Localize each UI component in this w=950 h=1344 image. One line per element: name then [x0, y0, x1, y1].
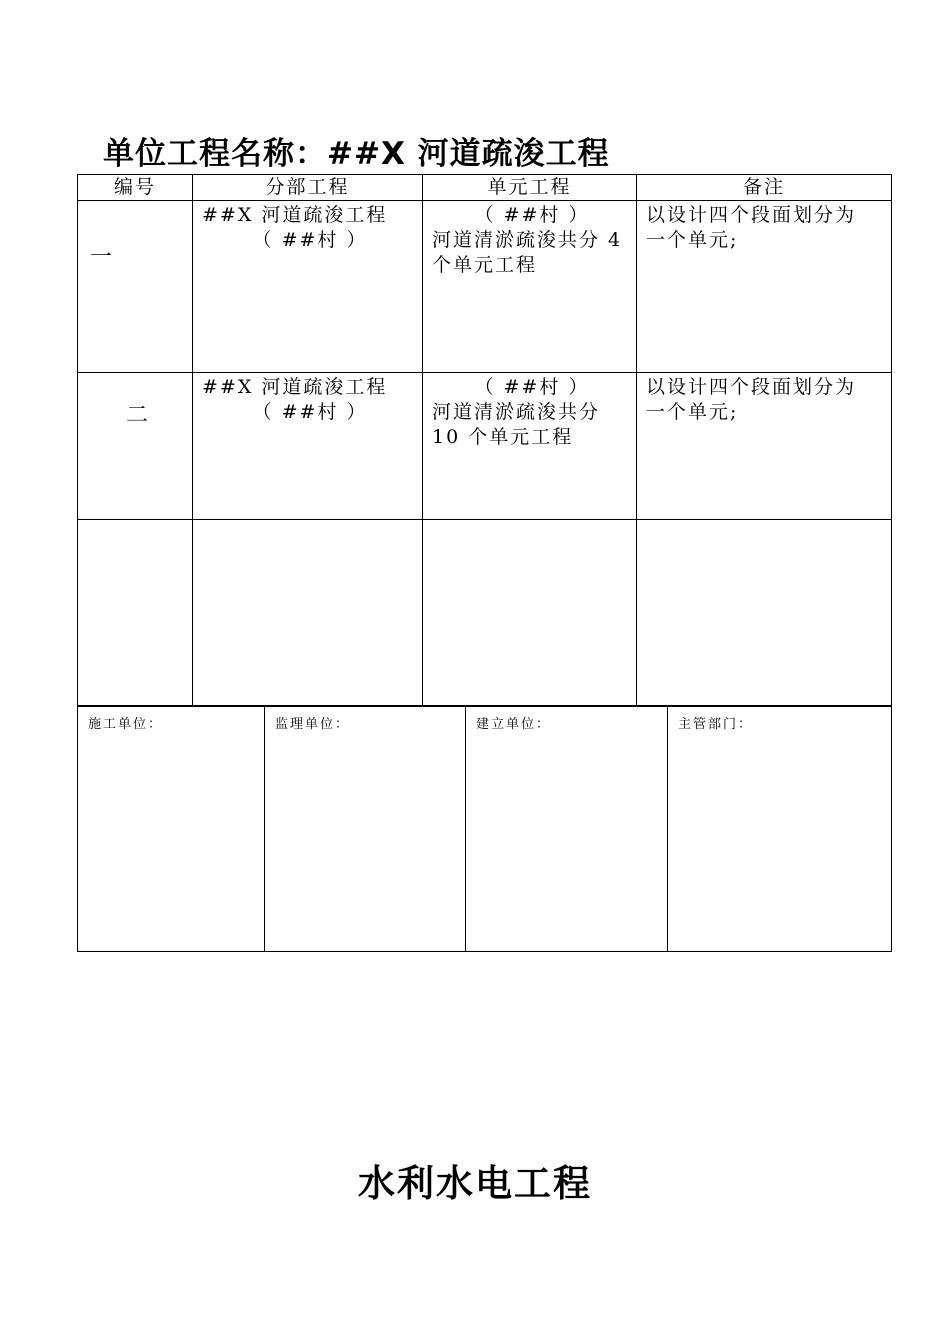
- unit-desc-line1: 河道清淤疏浚共分: [432, 401, 601, 423]
- empty-cell: [78, 520, 193, 706]
- row-number: 二: [126, 403, 151, 428]
- part-village: （ ##村 ）: [252, 401, 368, 423]
- supervision-unit-cell: [265, 707, 466, 952]
- builder-unit-cell: [466, 707, 668, 952]
- table-row: [78, 373, 892, 520]
- row-number: 一: [90, 245, 115, 270]
- part-name: ##X 河道疏浚工程: [202, 376, 388, 398]
- unit-cell: [423, 373, 637, 520]
- unit-desc-line2: 个单元工程: [432, 254, 538, 276]
- header-unit: 单元工程: [423, 175, 637, 201]
- division-table: [77, 174, 892, 706]
- part-village: （ ##村 ）: [252, 229, 368, 251]
- header-part: 分部工程: [193, 175, 423, 201]
- page-title: 单位工程名称：##X 河道疏浚工程: [103, 136, 610, 172]
- remark-line1: 以设计四个段面划分为: [646, 376, 857, 398]
- table-row: [78, 201, 892, 373]
- table-row-empty: [78, 520, 892, 706]
- unit-desc-line2: 10 个单元工程: [432, 426, 574, 448]
- header-remark: 备注: [637, 175, 892, 201]
- construction-unit-cell: [78, 707, 265, 952]
- part-name: ##X 河道疏浚工程: [202, 204, 388, 226]
- supervision-unit-label: 监理单位：: [275, 717, 351, 732]
- empty-cell: [637, 520, 892, 706]
- construction-unit-label: 施工单位：: [88, 717, 164, 732]
- remark-cell: [637, 373, 892, 520]
- footer-title: 水利水电工程: [358, 1162, 592, 1205]
- authority-cell: [668, 707, 892, 952]
- row-number-cell: [78, 373, 193, 520]
- builder-unit-label: 建立单位：: [476, 717, 552, 732]
- empty-cell: [423, 520, 637, 706]
- empty-cell: [193, 520, 423, 706]
- remark-cell: [637, 201, 892, 373]
- table-header-row: [78, 175, 892, 201]
- header-number: 编号: [78, 175, 193, 201]
- unit-village: （ ##村 ）: [474, 376, 590, 398]
- remark-line2: 一个单元;: [646, 401, 739, 423]
- authority-label: 主管部门：: [678, 717, 754, 732]
- unit-desc-line1: 河道清淤疏浚共分 4: [432, 229, 623, 251]
- unit-cell: [423, 201, 637, 373]
- unit-village: （ ##村 ）: [474, 204, 590, 226]
- part-cell: [193, 201, 423, 373]
- signature-table: [77, 706, 892, 952]
- remark-line1: 以设计四个段面划分为: [646, 204, 857, 226]
- part-cell: [193, 373, 423, 520]
- remark-line2: 一个单元;: [646, 229, 739, 251]
- row-number-cell: [78, 201, 193, 373]
